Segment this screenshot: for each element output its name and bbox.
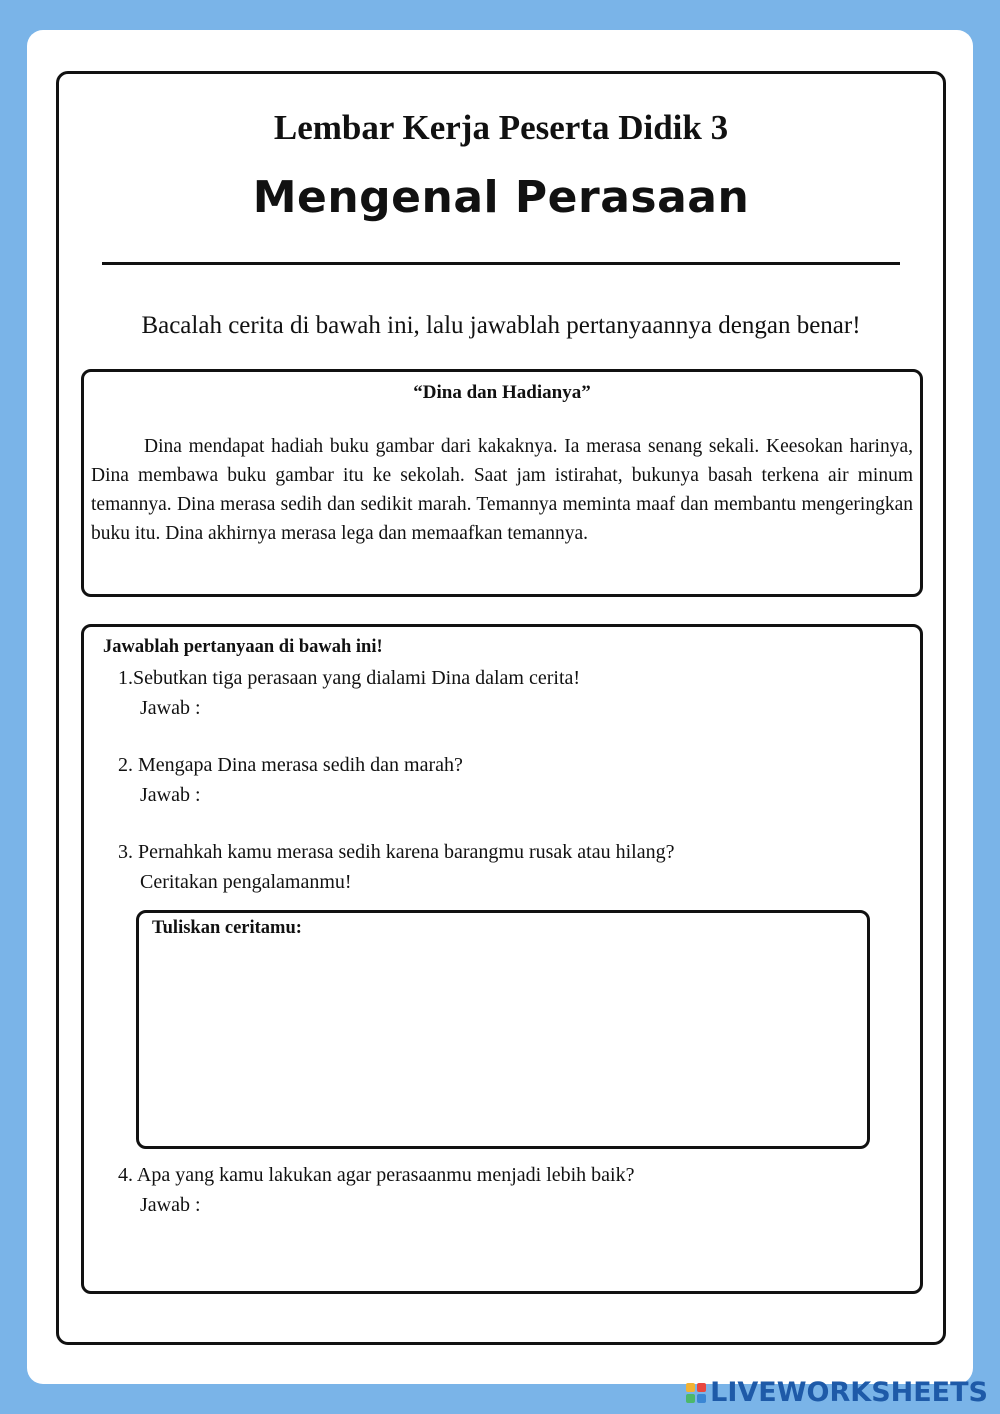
story-box	[81, 369, 923, 597]
instruction-text: Bacalah cerita di bawah ini, lalu jawablah pertanyaannya dengan benar!	[141, 312, 861, 339]
question-4	[118, 1160, 635, 1220]
worksheet-frame	[56, 71, 946, 1345]
questions-box	[81, 624, 923, 1294]
logo-square	[697, 1394, 706, 1403]
answer-label[interactable]: Jawab :	[140, 697, 201, 719]
questions-heading: Jawablah pertanyaan di bawah ini!	[103, 637, 383, 657]
logo-square	[686, 1383, 695, 1392]
liveworksheets-logo-icon	[686, 1383, 706, 1403]
question-text: Mengapa Dina merasa sedih dan marah?	[138, 754, 463, 776]
logo-square	[697, 1383, 706, 1392]
question-number: 1.	[118, 667, 133, 689]
story-title: “Dina dan Hadianya”	[413, 382, 591, 403]
question-text: Sebutkan tiga perasaan yang dialami Dina dalam cerita!	[133, 667, 581, 689]
question-text: Apa yang kamu lakukan agar perasaanmu menjadi lebih baik?	[136, 1164, 635, 1186]
question-2	[118, 750, 463, 810]
worksheet-title: Lembar Kerja Peserta Didik 3	[273, 108, 729, 147]
question-3	[118, 837, 674, 897]
answer-label[interactable]: Jawab :	[140, 1194, 201, 1216]
story-write-box[interactable]	[136, 910, 870, 1149]
question-number: 2.	[118, 754, 133, 776]
story-text: Dina mendapat hadiah buku gambar dari kakaknya. Ia merasa senang sekali. Keesokan harinya, Dina membawa buku gambar itu ke sekolah. Saat jam istirahat, bukunya basah terkena air minum temannya. Dina merasa sedih dan sedikit marah. Temannya meminta maaf dan membantu mengeringkan buku itu. Dina akhirnya merasa lega dan memaafkan temannya.	[91, 436, 913, 544]
logo-square	[686, 1394, 695, 1403]
worksheet-subtitle: Mengenal Perasaan	[252, 172, 750, 223]
worksheet-page	[27, 30, 973, 1384]
question-number: 3.	[118, 841, 133, 863]
liveworksheets-watermark	[686, 1377, 988, 1408]
question-text-continued: Ceritakan pengalamanmu!	[140, 871, 352, 893]
question-1	[118, 663, 580, 723]
question-text: Pernahkah kamu merasa sedih karena barangmu rusak atau hilang?	[138, 841, 675, 863]
title-divider	[102, 262, 900, 265]
answer-label[interactable]: Jawab :	[140, 784, 201, 806]
story-write-label: Tuliskan ceritamu:	[152, 918, 302, 938]
question-number: 4.	[118, 1164, 133, 1186]
watermark-text: LIVEWORKSHEETS	[710, 1377, 988, 1408]
